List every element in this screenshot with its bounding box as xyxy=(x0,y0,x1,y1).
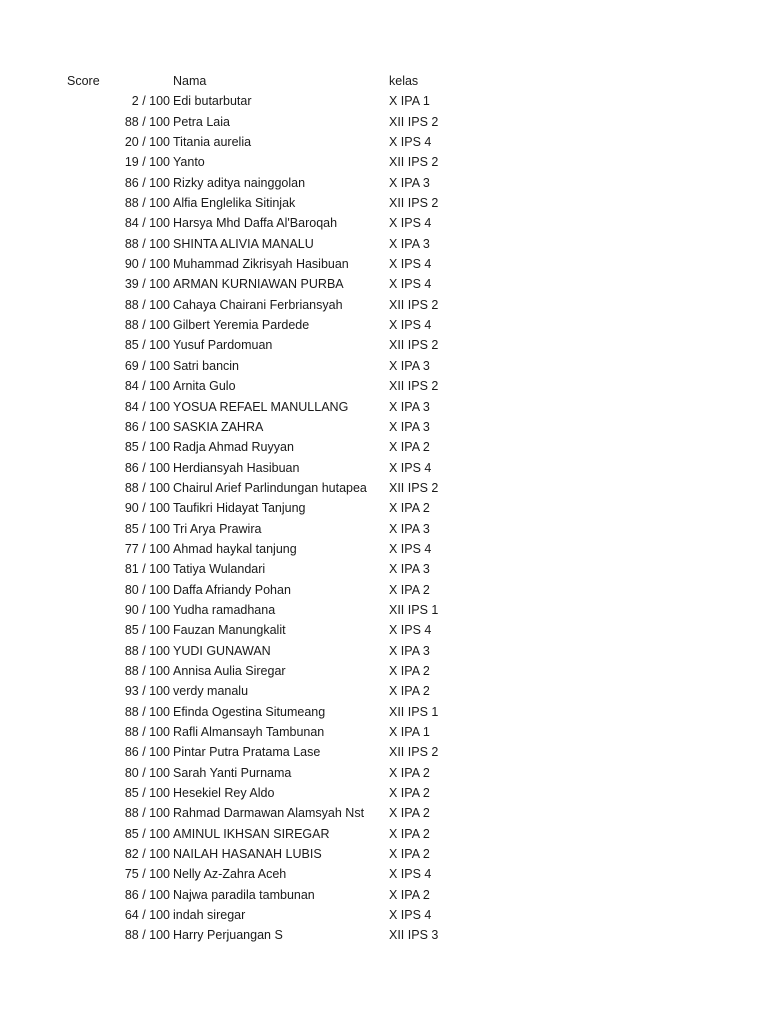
score-cell: 86 / 100 xyxy=(124,460,170,475)
nama-cell: Hesekiel Rey Aldo xyxy=(173,786,275,801)
score-sheet xyxy=(0,71,768,946)
nama-cell: Annisa Aulia Siregar xyxy=(173,663,286,678)
score-cell: 88 / 100 xyxy=(124,196,170,211)
table-row xyxy=(0,783,768,803)
table-row xyxy=(0,91,768,111)
nama-cell: Edi butarbutar xyxy=(173,94,252,109)
nama-cell: SASKIA ZAHRA xyxy=(173,419,264,434)
nama-cell: Chairul Arief Parlindungan hutapea xyxy=(173,480,367,495)
nama-cell: Daffa Afriandy Pohan xyxy=(173,582,291,597)
nama-cell: Harsya Mhd Daffa Al'Baroqah xyxy=(173,216,338,231)
kelas-cell: X IPS 4 xyxy=(389,623,432,638)
kelas-cell: X IPS 4 xyxy=(389,135,432,150)
kelas-cell: XII IPS 1 xyxy=(389,704,439,719)
table-row xyxy=(0,173,768,193)
score-cell: 88 / 100 xyxy=(124,643,170,658)
nama-cell: Gilbert Yeremia Pardede xyxy=(173,318,310,333)
score-cell: 84 / 100 xyxy=(124,379,170,394)
table-row xyxy=(0,335,768,355)
nama-cell: Efinda Ogestina Situmeang xyxy=(173,704,326,719)
nama-cell: indah siregar xyxy=(173,908,246,923)
kelas-cell: X IPA 2 xyxy=(389,847,430,862)
table-row xyxy=(0,925,768,945)
table-row xyxy=(0,254,768,274)
table-row xyxy=(0,519,768,539)
kelas-cell: X IPA 2 xyxy=(389,582,430,597)
score-cell: 88 / 100 xyxy=(124,806,170,821)
kelas-cell: XII IPS 2 xyxy=(389,338,439,353)
score-cell: 69 / 100 xyxy=(124,358,170,373)
score-cell: 85 / 100 xyxy=(124,826,170,841)
score-cell: 93 / 100 xyxy=(124,684,170,699)
score-cell: 86 / 100 xyxy=(124,175,170,190)
nama-cell: Yanto xyxy=(173,155,205,170)
kelas-cell: XII IPS 2 xyxy=(389,745,439,760)
table-row xyxy=(0,478,768,498)
score-cell: 86 / 100 xyxy=(124,745,170,760)
nama-cell: Alfia Englelika Sitinjak xyxy=(173,196,296,211)
nama-cell: Radja Ahmad Ruyyan xyxy=(173,440,294,455)
score-cell: 90 / 100 xyxy=(124,501,170,516)
score-cell: 77 / 100 xyxy=(124,541,170,556)
table-row xyxy=(0,844,768,864)
nama-cell: Rahmad Darmawan Alamsyah Nst xyxy=(173,806,365,821)
nama-cell: SHINTA ALIVIA MANALU xyxy=(173,236,314,251)
score-cell: 88 / 100 xyxy=(124,725,170,739)
score-cell: 39 / 100 xyxy=(124,277,170,292)
kelas-cell: X IPS 4 xyxy=(389,216,432,231)
score-cell: 85 / 100 xyxy=(124,786,170,801)
table-row xyxy=(0,417,768,437)
table-row xyxy=(0,315,768,335)
score-cell: 80 / 100 xyxy=(124,765,170,780)
nama-cell: Cahaya Chairani Ferbriansyah xyxy=(173,297,343,312)
nama-cell: Rizky aditya nainggolan xyxy=(173,175,306,190)
table-row xyxy=(0,376,768,396)
table-row xyxy=(0,742,768,762)
table-row xyxy=(0,661,768,681)
nama-cell: YUDI GUNAWAN xyxy=(173,643,271,658)
score-cell: 86 / 100 xyxy=(124,419,170,434)
score-cell: 85 / 100 xyxy=(124,338,170,353)
score-cell: 75 / 100 xyxy=(124,867,170,882)
kelas-cell: X IPA 2 xyxy=(389,684,430,699)
nama-cell: Nelly Az-Zahra Aceh xyxy=(173,867,287,882)
nama-cell: Tri Arya Prawira xyxy=(173,521,262,536)
score-cell: 88 / 100 xyxy=(124,114,170,129)
nama-cell: Pintar Putra Pratama Lase xyxy=(173,745,321,760)
nama-cell: Petra Laia xyxy=(173,114,230,129)
score-cell: 86 / 100 xyxy=(124,887,170,902)
table-row xyxy=(0,824,768,844)
table-row xyxy=(0,600,768,620)
kelas-cell: X IPA 3 xyxy=(389,521,430,536)
kelas-cell: X IPA 3 xyxy=(389,399,430,414)
table-row xyxy=(0,539,768,559)
nama-cell: NAILAH HASANAH LUBIS xyxy=(173,847,322,862)
table-row xyxy=(0,152,768,172)
header-row xyxy=(0,71,768,91)
nama-cell: Najwa paradila tambunan xyxy=(173,887,315,902)
nama-cell: Harry Perjuangan S xyxy=(173,928,283,943)
table-row xyxy=(0,905,768,925)
table-row xyxy=(0,295,768,315)
kelas-cell: X IPS 4 xyxy=(389,908,432,923)
nama-cell: Yusuf Pardomuan xyxy=(173,338,273,353)
nama-cell: Sarah Yanti Purnama xyxy=(173,765,292,780)
kelas-cell: X IPA 2 xyxy=(389,765,430,780)
kelas-cell: X IPA 3 xyxy=(389,419,430,434)
nama-cell: Ahmad haykal tanjung xyxy=(173,541,297,556)
nama-cell: Titania aurelia xyxy=(173,135,252,150)
score-cell: 88 / 100 xyxy=(124,928,170,943)
score-cell: 90 / 100 xyxy=(124,257,170,272)
nama-cell: Rafli Almansayh Tambunan xyxy=(173,725,325,739)
table-row xyxy=(0,620,768,640)
kelas-cell: X IPA 3 xyxy=(389,562,430,577)
kelas-cell: XII IPS 2 xyxy=(389,155,439,170)
table-row xyxy=(0,702,768,722)
table-row xyxy=(0,885,768,905)
table-row xyxy=(0,213,768,233)
kelas-cell: X IPS 4 xyxy=(389,257,432,272)
table-row xyxy=(0,864,768,884)
score-cell: 85 / 100 xyxy=(124,440,170,455)
kelas-cell: X IPS 4 xyxy=(389,277,432,292)
table-row xyxy=(0,356,768,376)
kelas-cell: XII IPS 2 xyxy=(389,297,439,312)
table-row xyxy=(0,498,768,518)
nama-cell: Yudha ramadhana xyxy=(173,602,276,617)
kelas-cell: X IPS 4 xyxy=(389,867,432,882)
kelas-cell: X IPA 2 xyxy=(389,663,430,678)
score-cell: 2 / 100 xyxy=(131,94,170,109)
nama-cell: YOSUA REFAEL MANULLANG xyxy=(173,399,349,414)
kelas-cell: X IPS 4 xyxy=(389,318,432,333)
score-cell: 88 / 100 xyxy=(124,318,170,333)
nama-cell: Taufikri Hidayat Tanjung xyxy=(173,501,306,516)
nama-cell: Fauzan Manungkalit xyxy=(173,623,286,638)
nama-cell: Muhammad Zikrisyah Hasibuan xyxy=(173,257,349,272)
score-cell: 85 / 100 xyxy=(124,623,170,638)
kelas-cell: X IPA 1 xyxy=(389,725,430,739)
score-cell: 88 / 100 xyxy=(124,236,170,251)
table-row xyxy=(0,274,768,294)
table-row xyxy=(0,112,768,132)
kelas-cell: XII IPS 2 xyxy=(389,480,439,495)
header-score: Score xyxy=(67,74,100,88)
nama-cell: ARMAN KURNIAWAN PURBA xyxy=(173,277,344,292)
kelas-cell: XII IPS 2 xyxy=(389,379,439,394)
kelas-cell: X IPA 3 xyxy=(389,358,430,373)
kelas-cell: X IPS 4 xyxy=(389,460,432,475)
kelas-cell: X IPA 2 xyxy=(389,786,430,801)
kelas-cell: XII IPS 2 xyxy=(389,114,439,129)
score-cell: 82 / 100 xyxy=(124,847,170,862)
score-cell: 20 / 100 xyxy=(124,135,170,150)
kelas-cell: X IPA 3 xyxy=(389,175,430,190)
nama-cell: AMINUL IKHSAN SIREGAR xyxy=(173,826,330,841)
score-cell: 85 / 100 xyxy=(124,521,170,536)
nama-cell: Herdiansyah Hasibuan xyxy=(173,460,300,475)
table-row xyxy=(0,641,768,661)
table-row xyxy=(0,193,768,213)
score-cell: 88 / 100 xyxy=(124,704,170,719)
kelas-cell: X IPA 2 xyxy=(389,826,430,841)
kelas-cell: X IPA 3 xyxy=(389,236,430,251)
score-cell: 88 / 100 xyxy=(124,480,170,495)
table-row xyxy=(0,132,768,152)
kelas-cell: XII IPS 3 xyxy=(389,928,439,943)
score-cell: 88 / 100 xyxy=(124,297,170,312)
nama-cell: verdy manalu xyxy=(173,684,249,699)
score-cell: 81 / 100 xyxy=(124,562,170,577)
table-row xyxy=(0,458,768,478)
table-row xyxy=(0,722,768,742)
table-row xyxy=(0,234,768,254)
score-cell: 84 / 100 xyxy=(124,399,170,414)
table-row xyxy=(0,580,768,600)
score-cell: 84 / 100 xyxy=(124,216,170,231)
table-row xyxy=(0,763,768,783)
kelas-cell: X IPA 2 xyxy=(389,501,430,516)
score-cell: 19 / 100 xyxy=(124,155,170,170)
rows-container xyxy=(0,91,768,945)
kelas-cell: X IPA 3 xyxy=(389,643,430,658)
kelas-cell: X IPS 4 xyxy=(389,541,432,556)
kelas-cell: X IPA 2 xyxy=(389,887,430,902)
kelas-cell: X IPA 1 xyxy=(389,94,430,109)
nama-cell: Tatiya Wulandari xyxy=(173,562,266,577)
table-row xyxy=(0,559,768,579)
table-row xyxy=(0,803,768,823)
nama-cell: Arnita Gulo xyxy=(173,379,236,394)
table-row xyxy=(0,397,768,417)
kelas-cell: XII IPS 1 xyxy=(389,602,439,617)
score-cell: 64 / 100 xyxy=(124,908,170,923)
header-nama: Nama xyxy=(173,74,207,88)
kelas-cell: X IPA 2 xyxy=(389,806,430,821)
nama-cell: Satri bancin xyxy=(173,358,240,373)
score-cell: 88 / 100 xyxy=(124,663,170,678)
kelas-cell: XII IPS 2 xyxy=(389,196,439,211)
score-cell: 90 / 100 xyxy=(124,602,170,617)
table-row xyxy=(0,681,768,701)
score-cell: 80 / 100 xyxy=(124,582,170,597)
header-kelas: kelas xyxy=(389,74,419,88)
kelas-cell: X IPA 2 xyxy=(389,440,430,455)
table-row xyxy=(0,437,768,457)
